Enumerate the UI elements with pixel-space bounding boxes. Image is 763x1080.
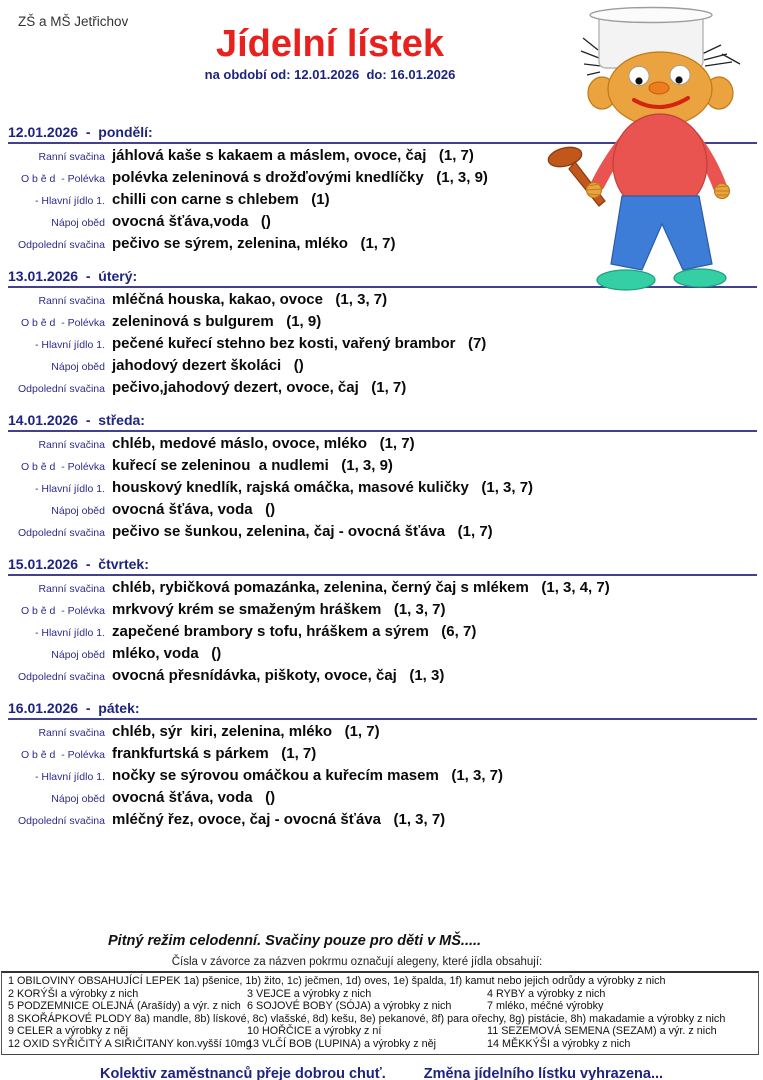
- meal-text: mléčný řez, ovoce, čaj - ovocná šťáva (1, 3, 7): [112, 811, 446, 828]
- meal-text: chléb, rybičková pomazánka, zelenina, černý čaj s mlékem (1, 3, 4, 7): [112, 579, 610, 596]
- meal-row: [8, 811, 757, 833]
- allergen-cell: 2 KORÝŠI a výrobky z nich: [8, 987, 139, 1000]
- allergen-row-4: 8 SKOŘÁPKOVÉ PLODY 8a) mandle, 8b) lískové, 8c) vlašské, 8d) kešu, 8e) pekanové, 8f) para ořechy, 8g) pistácie, 8h) makadamie a výrobky z nich: [8, 1012, 726, 1025]
- meal-text: ovocná šťáva, voda (): [112, 501, 276, 518]
- meal-label: Odpolední svačina: [18, 671, 105, 683]
- period-subtitle: na období od: 12.01.2026 do: 16.01.2026: [204, 67, 456, 82]
- meal-row: [8, 745, 757, 767]
- meal-label: Odpolední svačina: [18, 527, 105, 539]
- day-heading: 12.01.2026 - pondělí:: [8, 124, 757, 144]
- allergen-table: [1, 971, 759, 1055]
- allergen-row-1: 1 OBILOVINY OBSAHUJÍCÍ LEPEK 1a) pšenice, 1b) žito, 1c) ječmen, 1d) oves, 1e) špalda, 1f) kamut nebo jejich odrůdy a výrobky z nich: [8, 975, 666, 987]
- meal-row: [8, 501, 757, 523]
- allergen-row-6: [8, 1038, 752, 1051]
- chef-boy-mascot-icon: [542, 2, 757, 300]
- meal-row: [8, 789, 757, 811]
- meal-text: frankfurtská s párkem (1, 7): [112, 745, 317, 762]
- footer-change-reserved: Změna jídelního lístku vyhrazena...: [423, 1065, 664, 1080]
- meal-row: [8, 335, 757, 357]
- school-name: ZŠ a MŠ Jetřichov: [18, 14, 129, 29]
- drinking-regime-note: Pitný režim celodenní. Svačiny pouze pro děti v MŠ.....: [108, 933, 482, 949]
- meal-label: O b ě d - Polévka: [20, 173, 105, 185]
- meal-text: houskový knedlík, rajská omáčka, masové kuličky (1, 3, 7): [112, 479, 534, 496]
- allergen-cell: 11 SEZEMOVÁ SEMENA (SEZAM) a výr. z nich: [487, 1025, 717, 1038]
- allergen-cell: 13 VLČÍ BOB (LUPINA) a výrobky z něj: [247, 1037, 437, 1050]
- day-block-friday: [8, 700, 757, 833]
- meal-row: [8, 313, 757, 335]
- meal-text: pečivo se sýrem, zelenina, mléko (1, 7): [112, 235, 396, 252]
- meal-text: pečivo se šunkou, zelenina, čaj - ovocná šťáva (1, 7): [112, 523, 493, 540]
- day-heading: 13.01.2026 - úterý:: [8, 268, 757, 288]
- allergen-cell: 12 OXID SYŘIČITÝ A SIŘIČITANY kon.vyšší 10mg: [8, 1037, 252, 1050]
- meal-label: Nápoj oběd: [51, 649, 105, 661]
- meal-text: jáhlová kaše s kakaem a máslem, ovoce, čaj (1, 7): [112, 147, 474, 164]
- nose: [649, 82, 669, 94]
- page-title: Jídelní lístek: [215, 23, 445, 65]
- meal-label: Ranní svačina: [38, 583, 105, 595]
- meal-row: [8, 667, 757, 689]
- meal-label: Nápoj oběd: [51, 361, 105, 373]
- meal-label: Odpolední svačina: [18, 383, 105, 395]
- meal-label: O b ě d - Polévka: [20, 749, 105, 761]
- meal-text: pečené kuřecí stehno bez kosti, vařený brambor (7): [112, 335, 487, 352]
- meal-text: zeleninová s bulgurem (1, 9): [112, 313, 322, 330]
- meal-row: [8, 523, 757, 545]
- meal-label: - Hlavní jídlo 1.: [34, 627, 105, 639]
- meal-text: mléko, voda (): [112, 645, 222, 662]
- meal-label: - Hlavní jídlo 1.: [34, 195, 105, 207]
- meal-label: Odpolední svačina: [18, 815, 105, 827]
- meal-row: [8, 579, 757, 601]
- footer-bon-appetit: Kolektiv zaměstnanců přeje dobrou chuť.: [100, 1065, 386, 1080]
- meal-label: Nápoj oběd: [51, 793, 105, 805]
- meal-row: [8, 767, 757, 789]
- day-block-thursday: [8, 556, 757, 689]
- meal-text: jahodový dezert školáci (): [112, 357, 304, 374]
- day-heading: 16.01.2026 - pátek:: [8, 700, 757, 720]
- meal-text: ovocná šťáva,voda (): [112, 213, 271, 230]
- allergen-legend-caption: Čísla v závorce za názven pokrmu označují alegeny, které jídla obsahují:: [171, 956, 543, 968]
- meal-text: pečivo,jahodový dezert, ovoce, čaj (1, 7): [112, 379, 407, 396]
- meal-label: Nápoj oběd: [51, 505, 105, 517]
- meal-label: Nápoj oběd: [51, 217, 105, 229]
- meal-label: Ranní svačina: [38, 727, 105, 739]
- allergen-cell: 6 SOJOVÉ BOBY (SÓJA) a výrobky z nich: [247, 1000, 452, 1013]
- meal-text: nočky se sýrovou omáčkou a kuřecím masem (1, 3, 7): [112, 767, 504, 784]
- meal-label: - Hlavní jídlo 1.: [34, 771, 105, 783]
- meal-label: - Hlavní jídlo 1.: [34, 339, 105, 351]
- meal-text: chléb, medové máslo, ovoce, mléko (1, 7): [112, 435, 415, 452]
- meal-text: ovocná přesnídávka, piškoty, ovoce, čaj (1, 3): [112, 667, 445, 684]
- meal-label: O b ě d - Polévka: [20, 461, 105, 473]
- meal-text: polévka zeleninová s drožďovými knedlíčky (1, 3, 9): [112, 169, 488, 186]
- allergen-cell: 14 MĚKKÝŠI a výrobky z nich: [487, 1037, 631, 1050]
- day-heading: 15.01.2026 - čtvrtek:: [8, 556, 757, 576]
- meal-row: [8, 623, 757, 645]
- bottom-section: [0, 933, 763, 1080]
- pants: [611, 196, 712, 270]
- meal-label: Odpolední svačina: [18, 239, 105, 251]
- day-heading: 14.01.2026 - středa:: [8, 412, 757, 432]
- meal-label: O b ě d - Polévka: [20, 605, 105, 617]
- day-block-wednesday: [8, 412, 757, 545]
- allergen-cell: 4 RYBY a výrobky z nich: [487, 987, 606, 1000]
- meal-row: [8, 723, 757, 745]
- meal-label: Ranní svačina: [38, 295, 105, 307]
- meal-row: [8, 357, 757, 379]
- meal-text: mléčná houska, kakao, ovoce (1, 3, 7): [112, 291, 388, 308]
- meal-row: [8, 601, 757, 623]
- shoes: [597, 269, 726, 290]
- allergen-cell: 3 VEJCE a výrobky z nich: [247, 987, 372, 1000]
- allergen-cell: 7 mléko, méčné výrobky: [487, 1000, 604, 1013]
- meal-label: O b ě d - Polévka: [20, 317, 105, 329]
- allergen-cell: 5 PODZEMNICE OLEJNÁ (Arašídy) a výr. z nich: [8, 1000, 241, 1013]
- meal-row: [8, 479, 757, 501]
- allergen-row-3: [8, 1000, 752, 1013]
- meal-text: chilli con carne s chlebem (1): [112, 191, 330, 208]
- meal-text: kuřecí se zeleninou a nudlemi (1, 3, 9): [112, 457, 393, 474]
- meal-label: Ranní svačina: [38, 439, 105, 451]
- meal-row: [8, 379, 757, 401]
- meal-row: [8, 457, 757, 479]
- allergen-row-5: [8, 1025, 752, 1038]
- meal-label: - Hlavní jídlo 1.: [34, 483, 105, 495]
- meal-text: mrkvový krém se smaženým hráškem (1, 3, 7): [112, 601, 446, 618]
- meal-text: ovocná šťáva, voda (): [112, 789, 276, 806]
- allergen-cell: 9 CELER a výrobky z něj: [8, 1025, 129, 1038]
- allergen-row-2: [8, 988, 752, 1001]
- footer-wishes: [100, 1066, 763, 1080]
- meal-row: [8, 435, 757, 457]
- meal-label: Ranní svačina: [38, 151, 105, 163]
- meal-row: [8, 645, 757, 667]
- allergen-cell: 10 HOŘČICE a výrobky z ní: [247, 1025, 382, 1038]
- meal-text: chléb, sýr kiri, zelenina, mléko (1, 7): [112, 723, 380, 740]
- meal-text: zapečené brambory s tofu, hráškem a sýrem (6, 7): [112, 623, 477, 640]
